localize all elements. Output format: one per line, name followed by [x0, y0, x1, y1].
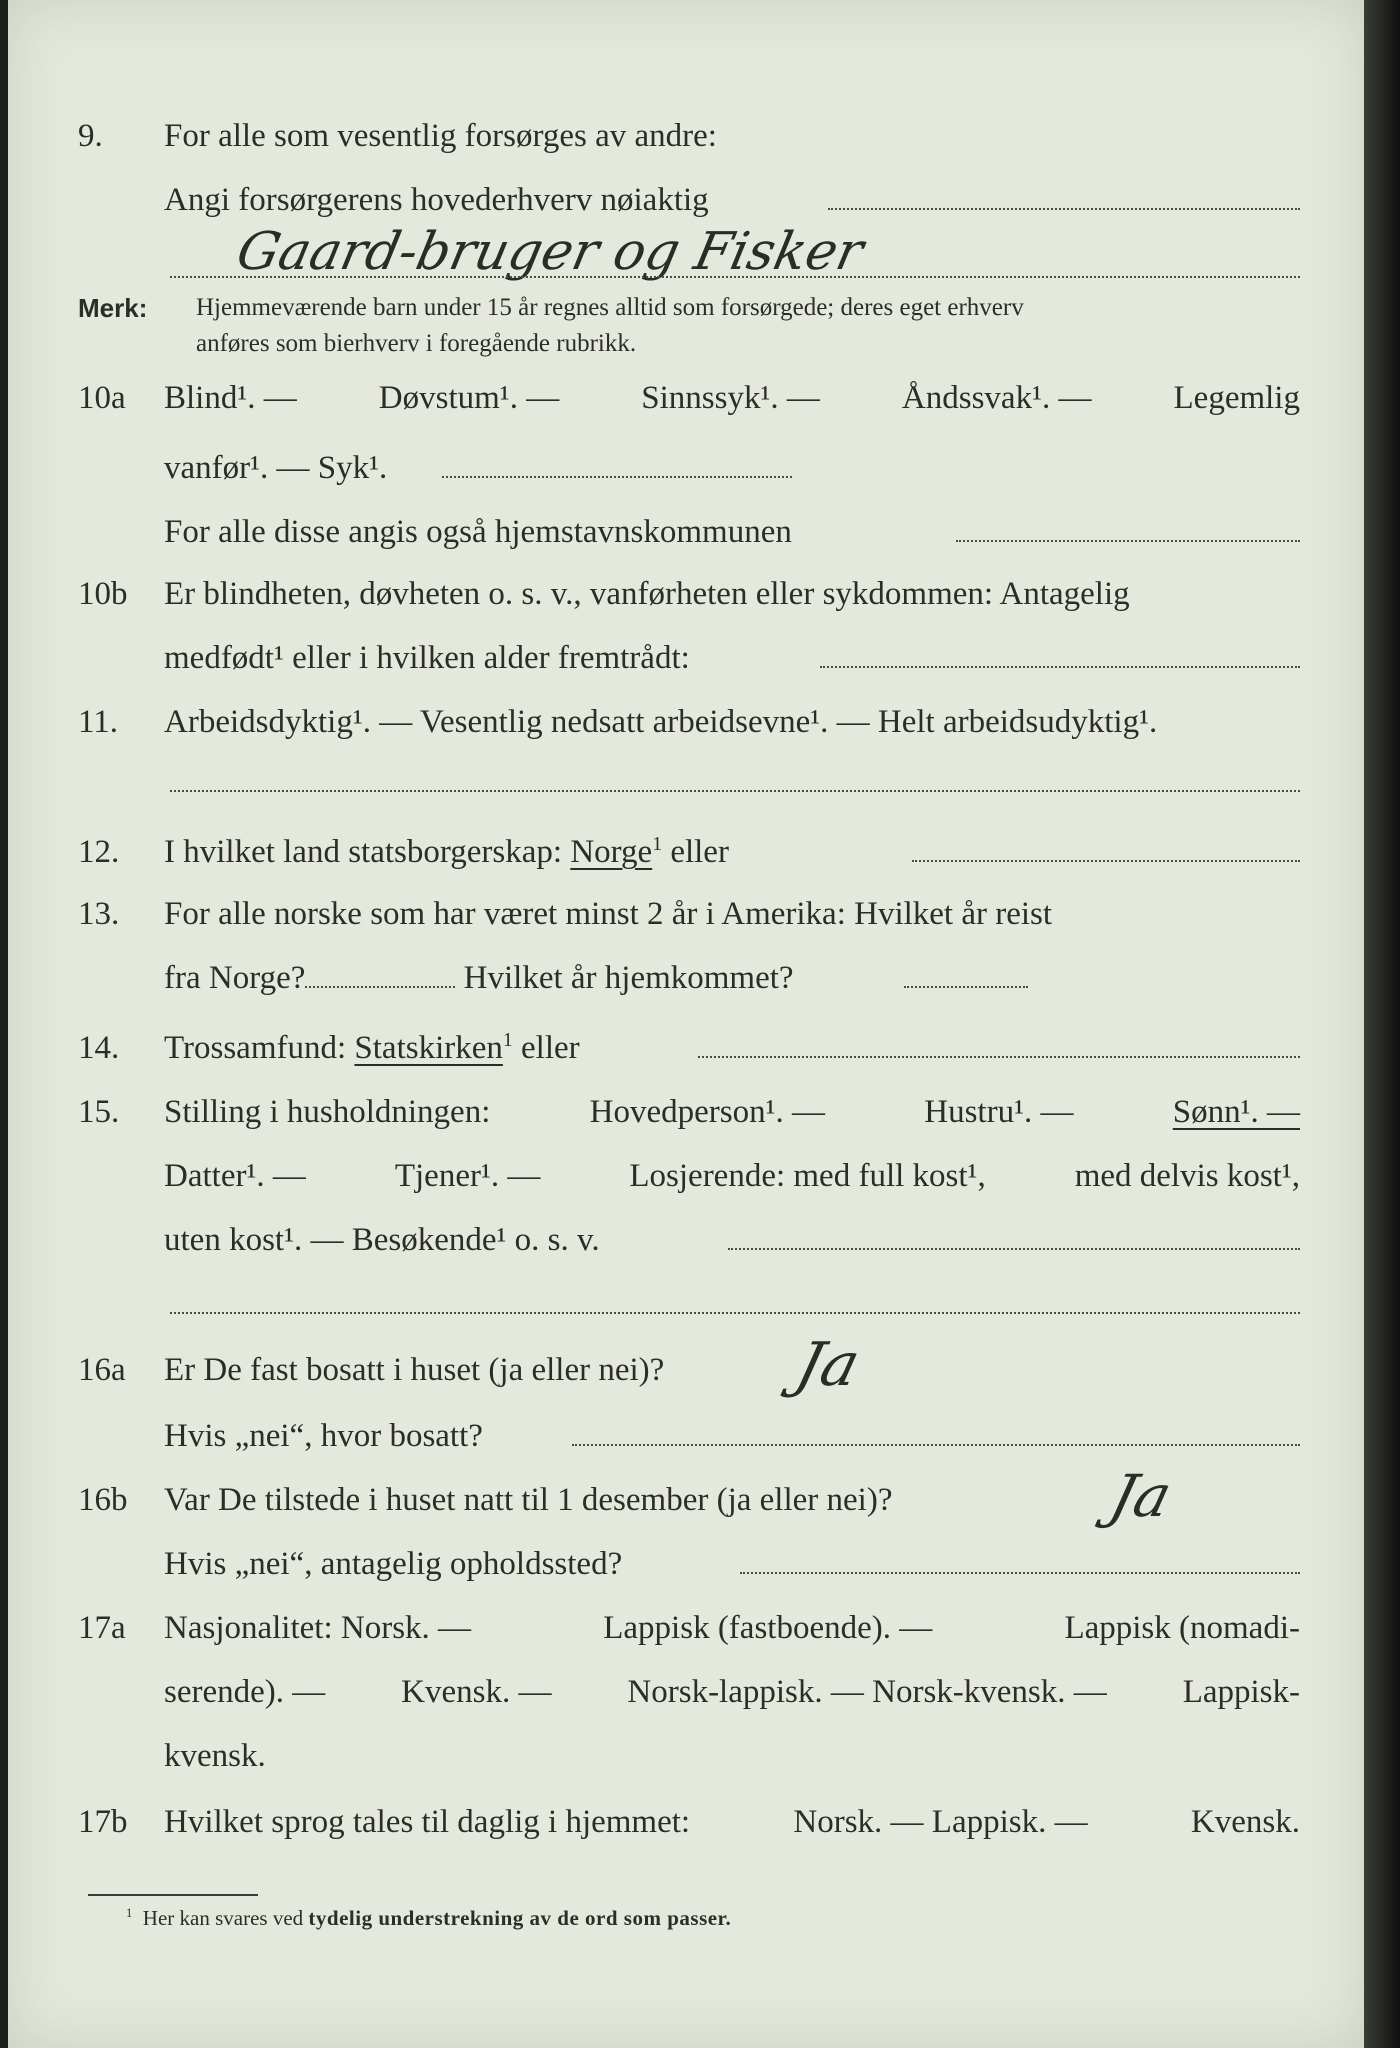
- answer-line: [170, 276, 1300, 278]
- answer-line: [828, 208, 1300, 210]
- answer-line: [572, 1444, 1300, 1446]
- text: Nasjonalitet: Norsk. —: [164, 1610, 472, 1646]
- question-10a-line2: [8, 444, 1364, 492]
- question-text: [164, 828, 729, 876]
- question-text: [164, 1152, 1300, 1200]
- question-number: 15.: [78, 1094, 120, 1130]
- question-15: [8, 1088, 1364, 1136]
- question-number: 12.: [78, 834, 120, 870]
- scan-edge: [1364, 0, 1400, 2048]
- question-10b-line2: [8, 634, 1364, 682]
- note-label: Merk:: [78, 293, 148, 323]
- option: Legemlig: [1173, 380, 1300, 416]
- answer-line: [728, 1248, 1300, 1250]
- footnote-mark: 1: [502, 1029, 513, 1051]
- question-text: For alle disse angis også hjemstavnskommunen: [164, 514, 792, 550]
- question-number: 14.: [78, 1030, 120, 1066]
- question-text: vanfør¹. — Syk¹.: [164, 450, 388, 486]
- question-text: Er blindheten, døvheten o. s. v., vanførheten eller sykdommen: Antagelig: [164, 576, 1130, 612]
- option: Åndssvak¹. —: [901, 380, 1092, 416]
- option: Blind¹. —: [164, 380, 297, 416]
- census-form-page: [8, 0, 1364, 2048]
- question-text: [164, 954, 794, 1002]
- text: Her kan svares ved: [142, 1906, 309, 1930]
- option: Hustru¹. —: [924, 1094, 1074, 1130]
- footnote-mark: 1: [126, 1906, 133, 1920]
- question-17a-line3: [8, 1732, 1364, 1780]
- question-text: Arbeidsdyktig¹. — Vesentlig nedsatt arbeidsevne¹. — Helt arbeidsudyktig¹.: [164, 704, 1158, 740]
- question-number: 9.: [78, 118, 103, 154]
- footnote-mark: 1: [652, 833, 663, 855]
- text: eller: [662, 834, 729, 870]
- text: Trossamfund:: [164, 1030, 355, 1066]
- question-text: medfødt¹ eller i hvilken alder fremtrådt:: [164, 640, 690, 676]
- question-number: 10a: [78, 380, 126, 416]
- question-number: 10b: [78, 576, 128, 612]
- footnote: [126, 1906, 731, 1931]
- text: Hvilket sprog tales til daglig i hjemmet:: [164, 1804, 691, 1840]
- question-10b: [8, 570, 1364, 618]
- question-number: 17a: [78, 1610, 126, 1646]
- bold-text: tydelig understrekning av de ord som passer.: [308, 1906, 732, 1930]
- question-number: 13.: [78, 896, 120, 932]
- answer-line: [698, 1056, 1300, 1058]
- option: Kvensk. —: [401, 1674, 552, 1710]
- question-number: 16a: [78, 1352, 126, 1388]
- question-text: For alle som vesentlig forsørges av andre:: [164, 118, 717, 154]
- question-text: For alle norske som har været minst 2 år i Amerika: Hvilket år reist: [164, 896, 1053, 932]
- question-text: [164, 1604, 1300, 1652]
- option: Lappisk-: [1182, 1674, 1300, 1710]
- question-text: uten kost¹. — Besøkende¹ o. s. v.: [164, 1222, 600, 1258]
- question-16a-line2: [8, 1412, 1364, 1460]
- question-number: 16b: [78, 1482, 128, 1518]
- question-text: kvensk.: [164, 1738, 266, 1774]
- option: Sinnssyk¹. —: [641, 380, 820, 416]
- question-10a: [8, 374, 1364, 422]
- question-9: [8, 112, 1364, 160]
- question-text: [164, 1088, 1300, 1136]
- option: Norsk-lappisk. — Norsk-kvensk. —: [627, 1674, 1107, 1710]
- answer-line: [170, 790, 1300, 792]
- underlined-answer: Sønn¹. —: [1172, 1094, 1300, 1130]
- footnote-rule: [88, 1894, 258, 1896]
- question-number: 11.: [78, 704, 119, 740]
- answer-line: [442, 476, 792, 478]
- answer-line: [956, 540, 1300, 542]
- option: Døvstum¹. —: [378, 380, 560, 416]
- note-text: anføres som bierhverv i foregående rubrikk.: [196, 330, 637, 357]
- option: Datter¹. —: [164, 1158, 306, 1194]
- underlined-answer: Norge: [570, 834, 653, 870]
- text: I hvilket land statsborgerskap:: [164, 834, 571, 870]
- handwritten-answer: Gaard-bruger og Fisker: [231, 222, 869, 282]
- question-text: [164, 1798, 1300, 1846]
- text: Hvilket år hjemkommet?: [455, 960, 794, 996]
- question-14: [8, 1024, 1364, 1072]
- text: fra Norge?: [164, 960, 306, 996]
- question-9-line2: [8, 176, 1364, 224]
- answer-line: [740, 1572, 1300, 1574]
- question-17a-line2: [8, 1668, 1364, 1716]
- question-17b: [8, 1798, 1364, 1846]
- question-text: [164, 1024, 580, 1072]
- option: Tjener¹. —: [394, 1158, 541, 1194]
- question-10a-line3: [8, 508, 1364, 556]
- question-13: [8, 890, 1364, 938]
- question-12: [8, 828, 1364, 876]
- question-text: Var De tilstede i huset natt til 1 desember (ja eller nei)?: [164, 1482, 893, 1518]
- handwritten-answer: Ja: [1103, 1462, 1179, 1530]
- answer-line: [170, 1312, 1300, 1314]
- question-17a: [8, 1604, 1364, 1652]
- note-text: Hjemmeværende barn under 15 år regnes alltid som forsørgede; deres eget erhverv: [196, 294, 1024, 321]
- text: Stilling i husholdningen:: [164, 1094, 491, 1130]
- answer-line: [912, 860, 1300, 862]
- option: Norsk. — Lappisk. —: [793, 1804, 1088, 1840]
- option: Lappisk (fastboende). —: [603, 1610, 933, 1646]
- question-text: [164, 1668, 1300, 1716]
- question-text: Er De fast bosatt i huset (ja eller nei)?: [164, 1352, 665, 1388]
- handwritten-answer: Ja: [789, 1330, 867, 1400]
- question-11: [8, 698, 1364, 746]
- question-text: [164, 374, 1300, 422]
- answer-line: [904, 986, 1028, 988]
- question-text: Angi forsørgerens hovederhverv nøiaktig: [164, 182, 709, 218]
- question-text: Hvis „nei“, hvor bosatt?: [164, 1418, 483, 1454]
- answer-line: [820, 666, 1300, 668]
- option: Hovedperson¹. —: [589, 1094, 825, 1130]
- question-text: Hvis „nei“, antagelig opholdssted?: [164, 1546, 623, 1582]
- question-16b-line2: [8, 1540, 1364, 1588]
- question-15-line2: [8, 1152, 1364, 1200]
- underlined-answer: Statskirken: [354, 1030, 503, 1066]
- option: Losjerende: med full kost¹,: [629, 1158, 986, 1194]
- option: med delvis kost¹,: [1074, 1158, 1300, 1194]
- option: Lappisk (nomadi-: [1064, 1610, 1300, 1646]
- question-number: 17b: [78, 1804, 128, 1840]
- text: eller: [512, 1030, 580, 1066]
- option: Kvensk.: [1190, 1804, 1300, 1840]
- question-13-line2: [8, 954, 1364, 1002]
- option: serende). —: [164, 1674, 326, 1710]
- question-16a: [8, 1346, 1364, 1394]
- question-15-line3: [8, 1216, 1364, 1264]
